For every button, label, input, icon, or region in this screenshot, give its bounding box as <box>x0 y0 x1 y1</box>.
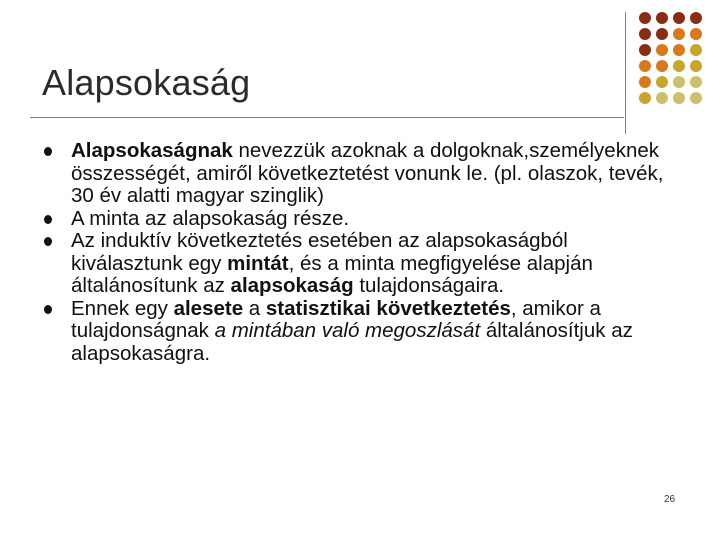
decorative-dot <box>656 28 668 40</box>
bullet-item <box>44 140 664 208</box>
bullet-text-run: statisztikai következtetés <box>265 296 511 320</box>
bullet-text-run: a <box>243 296 266 320</box>
decorative-dot <box>639 28 651 40</box>
bullet-text-run: , és a minta megfigyelése alapján általánosítunk az <box>71 251 593 297</box>
decorative-dot <box>639 12 651 24</box>
decorative-dot <box>690 76 702 88</box>
decorative-dot <box>673 60 685 72</box>
decorative-dot <box>690 44 702 56</box>
bullet-list <box>44 140 664 365</box>
decorative-dot <box>673 76 685 88</box>
decorative-dot <box>639 44 651 56</box>
bullet-item <box>44 298 664 366</box>
title-underline <box>30 117 624 118</box>
decorative-dot-grid <box>639 12 711 108</box>
bullet-item <box>44 208 664 231</box>
decorative-dot <box>690 12 702 24</box>
bullet-text-run: a mintában való megoszlását <box>214 319 481 342</box>
bullet-text-run: nevezzük azoknak a dolgoknak,személyeknek összességét, amiről következtetést vonunk le. (pl. olaszok, tevék, 30 év alatti magyar szinglik) <box>71 139 664 207</box>
decorative-dot <box>690 28 702 40</box>
bullet-text-run: tulajdonságaira. <box>353 274 505 297</box>
decorative-dot <box>639 60 651 72</box>
bullet-text-run: Ennek egy <box>71 296 174 320</box>
decorative-dot <box>673 28 685 40</box>
decorative-dot <box>673 92 685 104</box>
bullet-text-run: Az induktív következtetés esetében az alapsokaságból kiválasztunk egy <box>71 229 568 275</box>
decorative-dot <box>673 44 685 56</box>
decorative-dot <box>690 92 702 104</box>
bullet-point-icon <box>44 237 52 246</box>
bullet-item <box>44 230 664 298</box>
bullet-text-run: mintát <box>227 251 289 275</box>
decorative-dot <box>656 76 668 88</box>
page-number: 26 <box>664 494 676 505</box>
decorative-dot <box>639 76 651 88</box>
bullet-text-run: , amikor a tulajdonságnak <box>71 296 601 342</box>
bullet-text-run: Alapsokaságnak <box>71 139 233 162</box>
bullet-point-icon <box>44 305 52 314</box>
decorative-dot <box>656 92 668 104</box>
decorative-dot <box>656 60 668 72</box>
decorative-dot <box>673 12 685 24</box>
bullet-text-run: alesete <box>173 296 244 320</box>
decorative-dot <box>656 12 668 24</box>
decorative-dot <box>639 92 651 104</box>
slide-title: Alapsokaság <box>42 62 251 103</box>
decorative-dot <box>690 60 702 72</box>
bullet-text-run: általánosítjuk az alapsokaságra. <box>71 319 633 365</box>
bullet-point-icon <box>44 147 52 156</box>
vertical-divider <box>625 12 626 134</box>
bullet-text-run: A minta az alapsokaság része. <box>71 206 350 230</box>
decorative-dot <box>656 44 668 56</box>
bullet-text-run: alapsokaság <box>230 274 354 297</box>
bullet-point-icon <box>44 215 52 224</box>
